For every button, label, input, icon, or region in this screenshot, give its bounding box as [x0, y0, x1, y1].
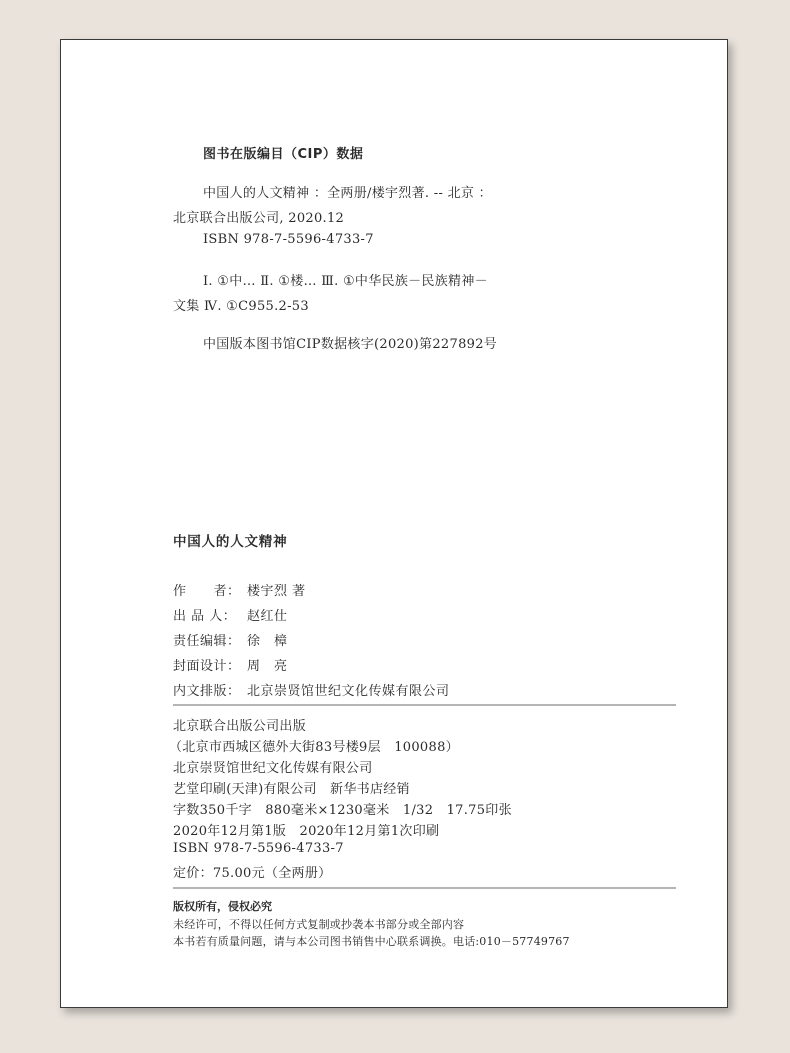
pub-address: （北京市西城区德外大街83号楼9层 100088）: [169, 740, 459, 755]
book-title: 中国人的人文精神: [173, 534, 288, 550]
credit-typesetting: [173, 680, 450, 699]
rights-line: 未经许可，不得以任何方式复制或抄袭本书部分或全部内容: [173, 918, 465, 931]
pub-producer: 北京崇贤馆世纪文化传媒有限公司: [173, 761, 373, 776]
cip-heading: 图书在版编目（CIP）数据: [203, 147, 364, 162]
pub-isbn: ISBN 978-7-5596-4733-7: [173, 841, 344, 856]
cip-line-record-number: 中国版本图书馆CIP数据核字(2020)第227892号: [203, 337, 498, 352]
copyright-page: [60, 39, 728, 1008]
credit-value: 楼宇烈 著: [247, 584, 306, 599]
credit-label: 作 者：: [173, 584, 241, 599]
cip-line-title-author: 中国人的人文精神 ：全两册/楼宇烈著. -- 北京 ：: [203, 186, 492, 201]
credit-editor: [173, 630, 288, 649]
credit-value: 赵红仕: [247, 609, 288, 624]
credit-value: 徐 樟: [247, 634, 288, 649]
divider-rule: [173, 704, 676, 706]
pub-printer: 艺堂印刷(天津)有限公司 新华书店经销: [173, 782, 410, 797]
pub-edition: 2020年12月第1版 2020年12月第1次印刷: [173, 824, 440, 839]
divider-rule: [173, 887, 676, 889]
cip-line-publisher: 北京联合出版公司, 2020.12: [173, 211, 345, 226]
pub-publisher: 北京联合出版公司出版: [173, 719, 307, 734]
credit-author: [173, 580, 306, 599]
pub-price: 定价：75.00元（全两册）: [173, 866, 332, 881]
credit-label: 出 品 人：: [173, 609, 237, 624]
credit-label: 内文排版：: [173, 684, 241, 699]
credit-cover-design: [173, 655, 288, 674]
cip-line-classification: Ⅰ. ①中… Ⅱ. ①楼… Ⅲ. ①中华民族－民族精神－: [203, 274, 488, 289]
credit-producer: [173, 605, 288, 624]
pub-specs: 字数350千字 880毫米×1230毫米 1/32 17.75印张: [173, 803, 512, 818]
cip-line-classification-cont: 文集 Ⅳ. ①C955.2-53: [173, 299, 309, 314]
credit-value: 周 亮: [247, 659, 288, 674]
rights-contact-line: 本书若有质量问题，请与本公司图书销售中心联系调换。电话:010－57749767: [173, 935, 570, 948]
credit-value: 北京崇贤馆世纪文化传媒有限公司: [247, 684, 450, 699]
cip-line-isbn: ISBN 978-7-5596-4733-7: [203, 232, 374, 247]
rights-heading: 版权所有，侵权必究: [173, 900, 272, 913]
credit-label: 责任编辑：: [173, 634, 241, 649]
credit-label: 封面设计：: [173, 659, 241, 674]
